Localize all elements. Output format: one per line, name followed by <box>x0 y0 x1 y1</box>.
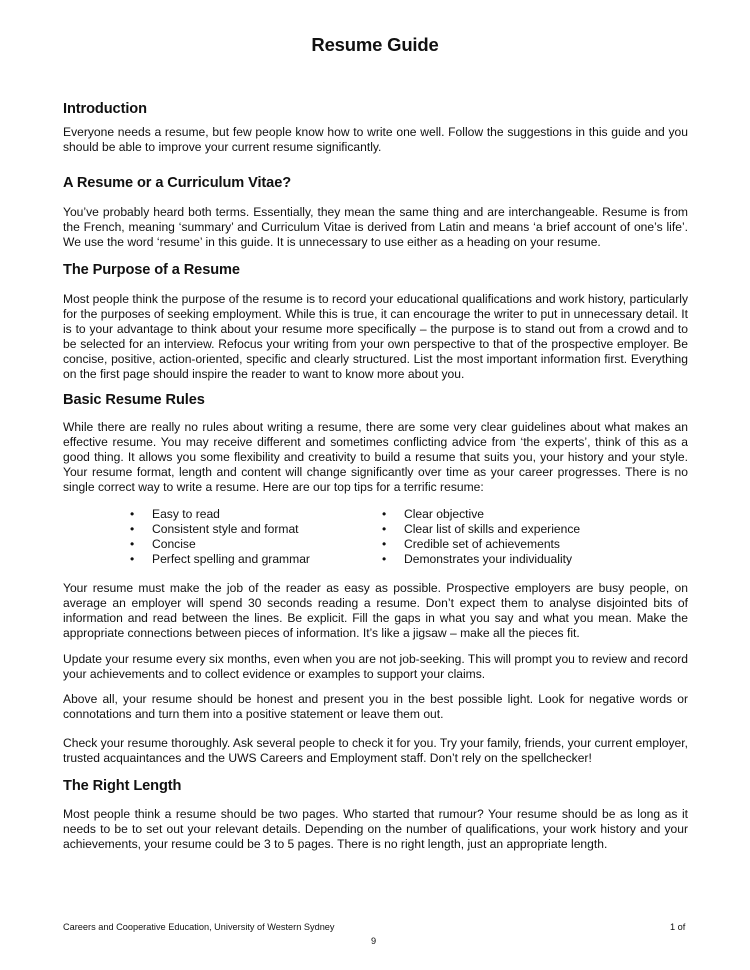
heading-right-length: The Right Length <box>63 778 182 794</box>
page-title: Resume Guide <box>311 34 439 55</box>
heading-introduction: Introduction <box>63 101 147 117</box>
bullet-icon: • <box>130 537 135 551</box>
footer-page-label: 1 of <box>670 922 686 932</box>
footer-organization: Careers and Cooperative Education, University of Western Sydney <box>63 922 335 932</box>
paragraph-resume-or-cv: You’ve probably heard both terms. Essentially, they mean the same thing and are interchangeable. Resume is from the French, meaning ‘summary’ and Curriculum Vitae is derived from Latin and means ‘a brief account of one’s life’. We use the word ‘resume’ in this guide. It is unnecessary to use either as a heading on your resume. <box>63 205 688 249</box>
paragraph-introduction: Everyone needs a resume, but few people know how to write one well. Follow the suggestions in this guide and you should be able to improve your current resume significantly. <box>63 125 688 154</box>
bullet-icon: • <box>130 522 135 536</box>
paragraph-basic-rules-intro: While there are really no rules about writing a resume, there are some very clear guidelines about what makes an effective resume. You may receive different and sometimes conflicting advice from ‘the experts’, think of this as a good thing. It allows you some flexibility and creativity to build a resume that suits you, your history and your style. Your resume format, length and content will change significantly over time as your career progresses. There is no single correct way to write a resume. Here are our top tips for a terrific resume: <box>63 420 688 494</box>
heading-purpose: The Purpose of a Resume <box>63 262 240 278</box>
tips-list <box>126 507 626 567</box>
paragraph-check-resume: Check your resume thoroughly. Ask several people to check it for you. Try your family, friends, your current employer, trusted acquaintances and the UWS Careers and Employment staff. Don’t rely on the spellchecker! <box>63 736 688 765</box>
footer-page-total: 9 <box>371 936 377 946</box>
tips-list-right <box>378 507 580 567</box>
tip-item: • Clear objective <box>382 507 484 521</box>
tip-item: • Easy to read <box>130 507 220 521</box>
tip-item: • Demonstrates your individuality <box>382 552 573 566</box>
paragraph-honesty: Above all, your resume should be honest and present you in the best possible light. Look for negative words or connotations and turn them into a positive statement or leave them out. <box>63 692 688 721</box>
bullet-icon: • <box>130 507 135 521</box>
heading-basic-rules: Basic Resume Rules <box>63 392 205 408</box>
tips-list-left <box>126 507 378 567</box>
paragraph-reader-ease: Your resume must make the job of the reader as easy as possible. Prospective employers are busy people, on average an employer will spend 30 seconds reading a resume. Don’t expect them to analyse disjointed bits of information and read between the lines. Be explicit. Fill the gaps in what you say and what you mean. Make the appropriate connections between pieces of information. It’s like a jigsaw – make all the pieces fit. <box>63 581 688 640</box>
bullet-icon: • <box>382 552 387 566</box>
tip-item: • Clear list of skills and experience <box>382 522 581 536</box>
tip-item: • Concise <box>130 537 196 551</box>
tip-item: • Consistent style and format <box>130 522 299 536</box>
bullet-icon: • <box>130 552 135 566</box>
heading-resume-or-cv: A Resume or a Curriculum Vitae? <box>63 175 292 191</box>
tip-item: • Perfect spelling and grammar <box>130 552 310 566</box>
paragraph-purpose: Most people think the purpose of the resume is to record your educational qualifications and work history, particularly for the purposes of seeking employment. While this is true, it can encourage the writer to put in unnecessary detail. It is to your advantage to think about your resume more specifically – the purpose is to stand out from a crowd and to be selected for an interview. Refocus your writing from your own perspective to that of the prospective employer. Be concise, positive, action-oriented, specific and clearly structured. List the most important information first. Everything on the first page should inspire the reader to want to know more about you. <box>63 292 688 381</box>
bullet-icon: • <box>382 507 387 521</box>
bullet-icon: • <box>382 522 387 536</box>
bullet-icon: • <box>382 537 387 551</box>
paragraph-right-length: Most people think a resume should be two pages. Who started that rumour? Your resume should be as long as it needs to be to set out your relevant details. Depending on the number of qualifications, your work history and your achievements, your resume could be 3 to 5 pages. There is no right length, just an appropriate length. <box>63 807 688 851</box>
paragraph-update-resume: Update your resume every six months, even when you are not job-seeking. This will prompt you to review and record your achievements and to collect evidence or examples to support your claims. <box>63 652 688 681</box>
tip-item: • Credible set of achievements <box>382 537 560 551</box>
